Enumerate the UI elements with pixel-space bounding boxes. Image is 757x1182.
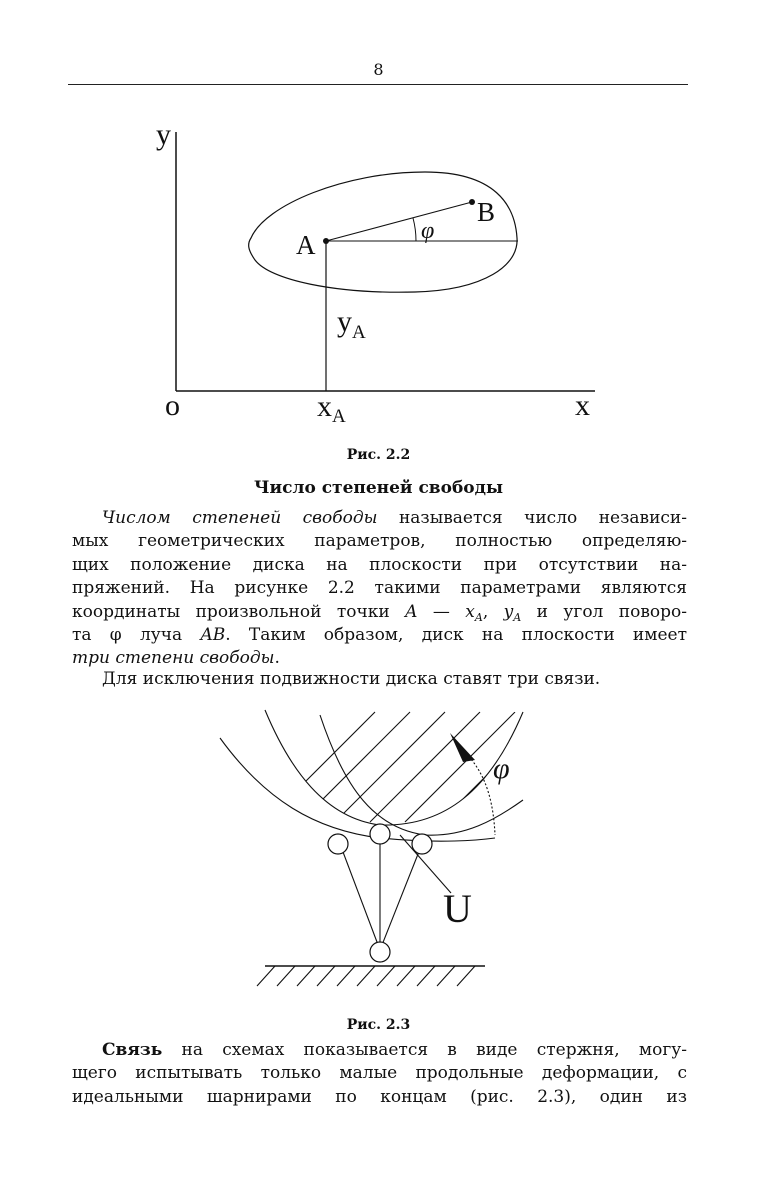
label-A: A [296,230,316,260]
rod-left [340,844,380,950]
disk-lower-curve [220,738,495,841]
rod-right [380,844,422,950]
hinge-middle [370,824,390,844]
header-rule [68,84,688,85]
term-connection: Связь [102,1040,163,1060]
label-o: o [165,389,180,422]
angle-arc [413,218,416,241]
label-yA: $y_A$ [337,305,366,343]
figure-2-3 [205,700,545,1000]
label-phi: φ [421,218,435,244]
hinge-ground [370,942,390,962]
hinge-right [412,834,432,854]
label-B: B [477,197,496,227]
rotation-arrow-head [450,733,475,762]
figure-2-2-caption: Рис. 2.2 [346,447,411,463]
figure-2-3-caption: Рис. 2.3 [346,1017,411,1033]
hinge-left [328,834,348,854]
paragraph-connection: Связь на схемах показывается в виде стержня, могу- щего испытывать только малые продольные деформации, с идеальными шарнирами по концам (рис. 2.3), один из [72,1040,687,1107]
label-y: y [156,118,171,151]
paragraph-constraints: Для исключения подвижности диска ставят три связи. [102,669,601,689]
page-number: 8 [373,60,384,79]
paragraph-degrees-of-freedom: Числом степеней свободы называется число независи- мых геометрических параметров, полностью определяю- щих положение диска на плоскости при отсутствии на- пряжений. На рисунке 2.2 такими параметрами являются координаты произвольной точки A — $x_A$, $y_A$ и угол поворо- та φ луча AB. Таким образом, диск на плоскости имеет три степени свободы. [72,508,687,669]
label-x: x [575,389,590,422]
line-AB [326,202,472,241]
label-phi-rotation: φ [493,752,510,785]
term-three-degrees: три степени свободы [72,648,275,669]
section-heading: Число степеней свободы [253,478,504,498]
term-degrees-of-freedom: Числом степеней свободы [102,508,378,528]
figure-2-2 [145,110,615,440]
label-U: U [443,886,472,931]
label-xA: $x_A$ [317,390,346,427]
ground-hatching [257,966,475,986]
point-B [469,199,475,205]
disk-outline [249,172,517,292]
point-A [323,238,329,244]
